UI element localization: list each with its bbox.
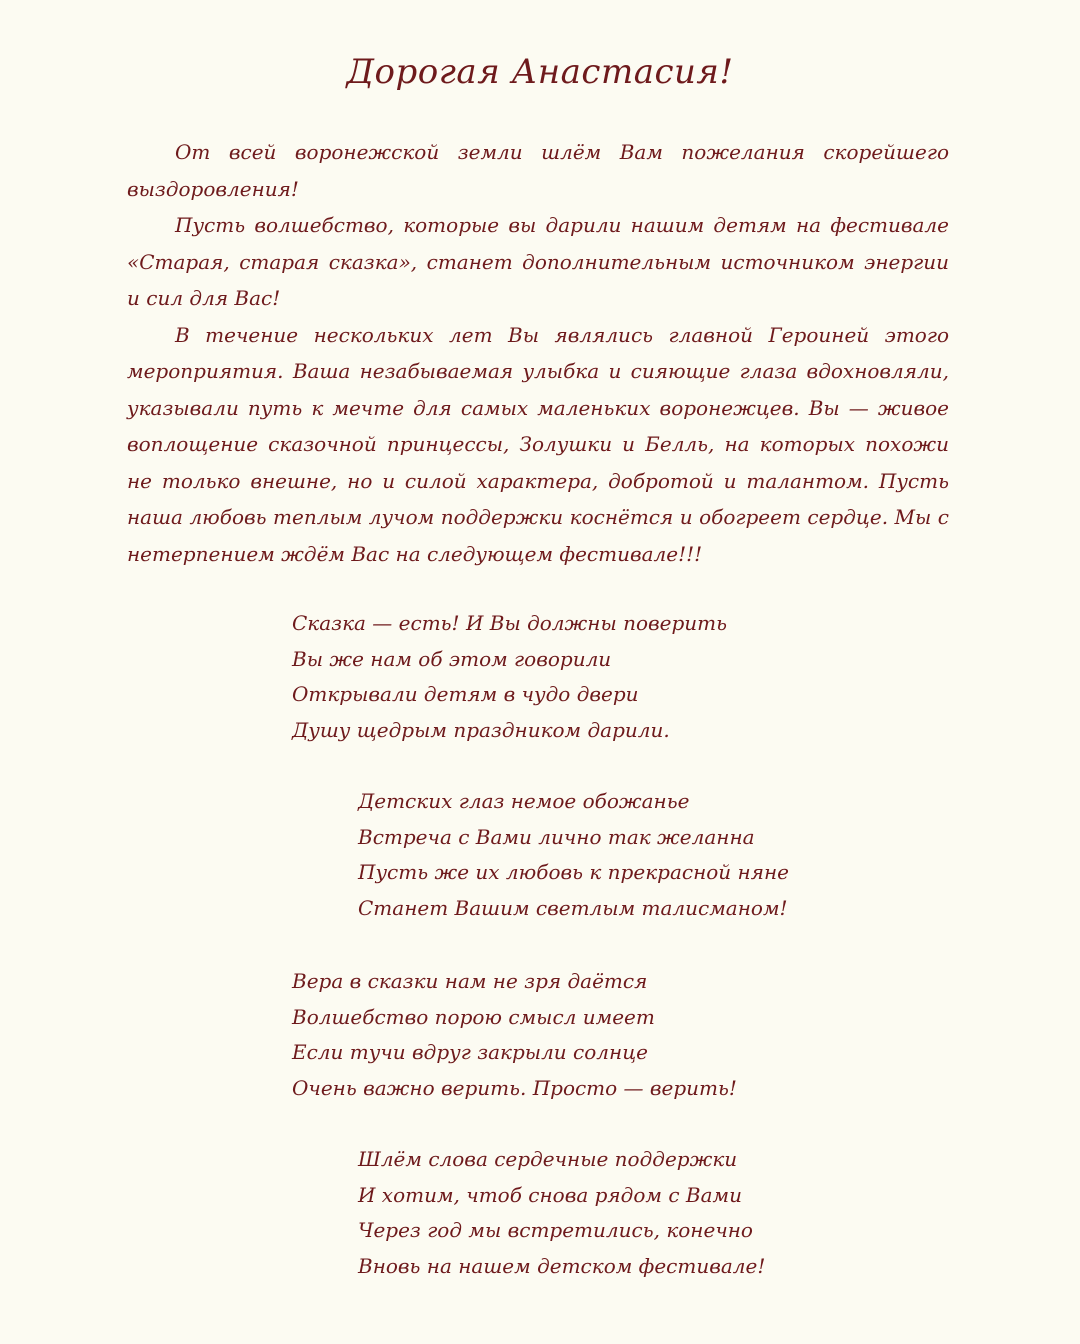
- poem-line: Детских глаз немое обожанье: [358, 789, 690, 813]
- poem-line: Сказка — есть! И Вы должны поверить: [292, 611, 728, 635]
- poem-line: Если тучи вдруг закрыли солнце: [292, 1040, 648, 1064]
- paragraph-3: В течение нескольких лет Вы являлись главной Героиней этого мероприятия. Ваша незабываемая улыбка и сияющие глаза вдохновляли, указывали путь к мечте для самых маленьких воронежцев. Вы — живое воплощение сказочной принцессы, Золушки и Белль, на которых похожи не только внешне, но и силой характера, добротой и талантом. Пусть наша любовь теплым лучом поддержки коснётся и обогреет сердце. Мы с нетерпением ждём Вас на следующем фестивале!!!: [127, 322, 949, 566]
- poem-line: Вы же нам об этом говорили: [292, 646, 612, 671]
- poem-stanza-4: [358, 1142, 765, 1284]
- poem-line: Волшебство порою смысл имеет: [292, 1004, 655, 1029]
- poem-line: Душу щедрым праздником дарили.: [292, 717, 670, 742]
- letter-body: [127, 134, 949, 572]
- poem-stanza-2: [358, 784, 789, 926]
- poem-line: Станет Вашим светлым талисманом!: [358, 895, 788, 920]
- poem-line: Встреча с Вами лично так желанна: [358, 824, 755, 849]
- poem-line: Очень важно верить. Просто — верить!: [292, 1075, 737, 1100]
- letter-title: Дорогая Анастасия!: [346, 52, 734, 92]
- poem-line: Вера в сказки нам не зря даётся: [292, 969, 648, 993]
- paragraph-2: Пусть волшебство, которые вы дарили нашим детям на фестивале «Старая, старая сказка», станет дополнительным источником энергии и сил для Вас!: [127, 213, 949, 310]
- poem-line: Вновь на нашем детском фестивале!: [358, 1253, 766, 1278]
- poem-stanza-3: [292, 964, 737, 1106]
- poem-line: Пусть же их любовь к прекрасной няне: [358, 860, 789, 884]
- poem-line: Шлём слова сердечные поддержки: [358, 1147, 738, 1171]
- poem-stanza-1: [292, 606, 727, 748]
- poem-line: Открывали детям в чудо двери: [292, 682, 639, 706]
- poem-line: И хотим, чтоб снова рядом с Вами: [358, 1182, 742, 1207]
- paragraph-1: От всей воронежской земли шлём Вам пожелания скорейшего выздоровления!: [127, 140, 949, 201]
- poem-line: Через год мы встретились, конечно: [358, 1218, 753, 1242]
